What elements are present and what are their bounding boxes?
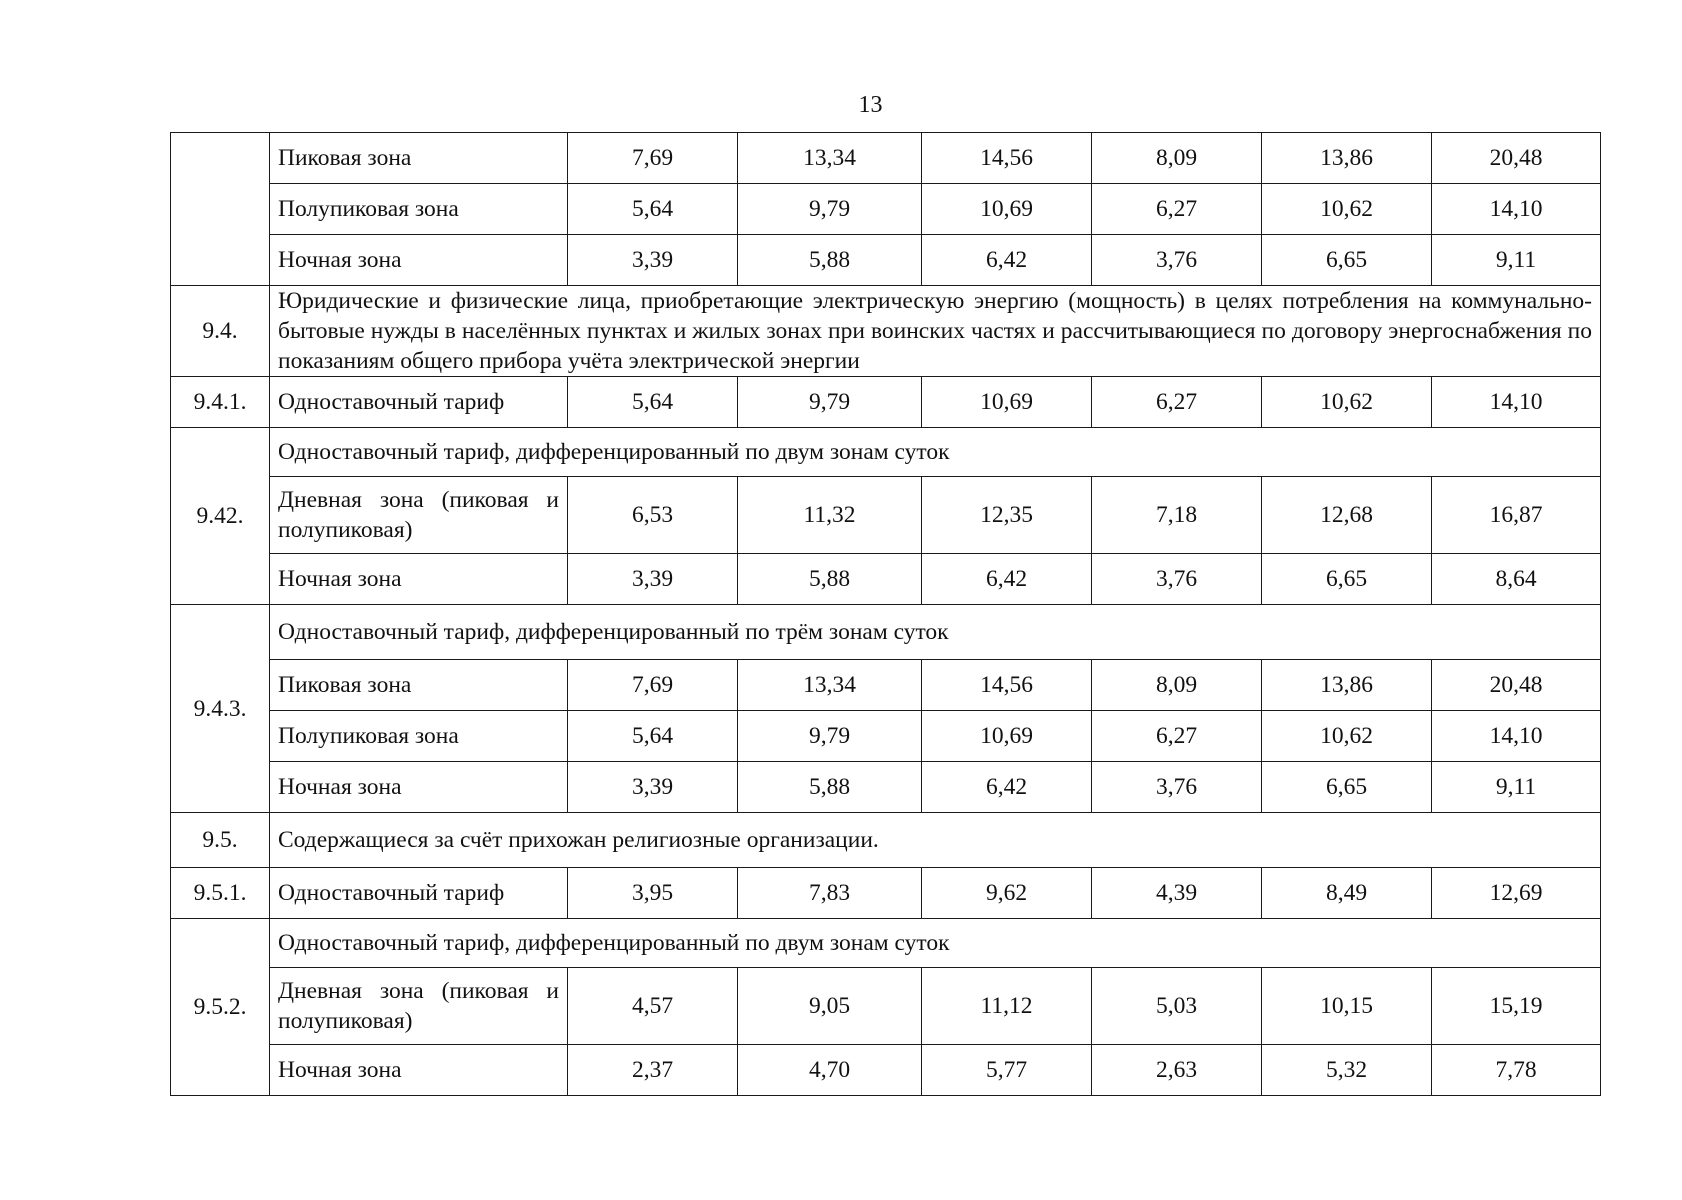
value-cell: 7,83	[738, 868, 922, 919]
value-cell: 8,49	[1262, 868, 1432, 919]
value-cell: 10,62	[1262, 184, 1432, 235]
value-cell: 4,39	[1092, 868, 1262, 919]
row-label: Полупиковая зона	[270, 711, 568, 762]
value-cell: 10,69	[922, 377, 1092, 428]
row-label: Дневная зона (пиковая и полупиковая)	[270, 477, 568, 554]
value-cell: 8,64	[1432, 554, 1601, 605]
value-cell: 6,42	[922, 762, 1092, 813]
table-row	[171, 377, 1601, 428]
table-row	[171, 868, 1601, 919]
value-cell: 7,78	[1432, 1045, 1601, 1096]
value-cell: 9,79	[738, 377, 922, 428]
value-cell: 3,76	[1092, 554, 1262, 605]
value-cell: 6,27	[1092, 184, 1262, 235]
table-row	[171, 184, 1601, 235]
value-cell: 2,63	[1092, 1045, 1262, 1096]
row-label: Ночная зона	[270, 762, 568, 813]
tariff-table	[170, 132, 1601, 1096]
value-cell: 9,79	[738, 184, 922, 235]
value-cell: 15,19	[1432, 968, 1601, 1045]
subsection-header-row	[171, 428, 1601, 477]
row-label: Ночная зона	[270, 554, 568, 605]
value-cell: 14,56	[922, 133, 1092, 184]
value-cell: 6,27	[1092, 711, 1262, 762]
table-row	[171, 660, 1601, 711]
value-cell: 9,11	[1432, 762, 1601, 813]
value-cell: 11,12	[922, 968, 1092, 1045]
value-cell: 5,03	[1092, 968, 1262, 1045]
row-code: 9.42.	[171, 428, 270, 605]
table-row	[171, 235, 1601, 286]
row-label: Дневная зона (пиковая и полупиковая)	[270, 968, 568, 1045]
value-cell: 3,76	[1092, 235, 1262, 286]
value-cell: 5,64	[568, 711, 738, 762]
row-code: 9.5.	[171, 813, 270, 868]
value-cell: 20,48	[1432, 660, 1601, 711]
value-cell: 13,34	[738, 133, 922, 184]
value-cell: 2,37	[568, 1045, 738, 1096]
value-cell: 10,69	[922, 184, 1092, 235]
value-cell: 6,42	[922, 235, 1092, 286]
value-cell: 13,86	[1262, 660, 1432, 711]
value-cell: 14,10	[1432, 184, 1601, 235]
row-label: Ночная зона	[270, 235, 568, 286]
value-cell: 3,39	[568, 762, 738, 813]
value-cell: 9,79	[738, 711, 922, 762]
row-label: Ночная зона	[270, 1045, 568, 1096]
value-cell: 10,15	[1262, 968, 1432, 1045]
subsection-description: Одноставочный тариф, дифференцированный по двум зонам суток	[270, 919, 1601, 968]
row-code-cell	[171, 133, 270, 286]
value-cell: 8,09	[1092, 133, 1262, 184]
value-cell: 3,39	[568, 235, 738, 286]
value-cell: 8,09	[1092, 660, 1262, 711]
value-cell: 5,32	[1262, 1045, 1432, 1096]
section-header-row	[171, 286, 1601, 377]
value-cell: 20,48	[1432, 133, 1601, 184]
table-row	[171, 477, 1601, 554]
row-label: Пиковая зона	[270, 133, 568, 184]
table-row	[171, 968, 1601, 1045]
value-cell: 6,42	[922, 554, 1092, 605]
table-row	[171, 554, 1601, 605]
row-label: Одноставочный тариф	[270, 868, 568, 919]
subsection-description: Одноставочный тариф, дифференцированный по двум зонам суток	[270, 428, 1601, 477]
value-cell: 13,34	[738, 660, 922, 711]
value-cell: 6,53	[568, 477, 738, 554]
value-cell: 5,64	[568, 184, 738, 235]
value-cell: 12,68	[1262, 477, 1432, 554]
value-cell: 3,39	[568, 554, 738, 605]
row-label: Пиковая зона	[270, 660, 568, 711]
value-cell: 14,10	[1432, 377, 1601, 428]
value-cell: 14,10	[1432, 711, 1601, 762]
row-code: 9.4.1.	[171, 377, 270, 428]
value-cell: 16,87	[1432, 477, 1601, 554]
value-cell: 4,70	[738, 1045, 922, 1096]
value-cell: 7,69	[568, 133, 738, 184]
subsection-header-row	[171, 919, 1601, 968]
value-cell: 5,88	[738, 554, 922, 605]
value-cell: 9,05	[738, 968, 922, 1045]
value-cell: 6,65	[1262, 762, 1432, 813]
value-cell: 12,69	[1432, 868, 1601, 919]
row-code: 9.4.	[171, 286, 270, 377]
value-cell: 14,56	[922, 660, 1092, 711]
value-cell: 13,86	[1262, 133, 1432, 184]
value-cell: 12,35	[922, 477, 1092, 554]
value-cell: 10,69	[922, 711, 1092, 762]
row-code: 9.5.2.	[171, 919, 270, 1096]
row-code: 9.5.1.	[171, 868, 270, 919]
value-cell: 5,77	[922, 1045, 1092, 1096]
value-cell: 3,95	[568, 868, 738, 919]
value-cell: 5,88	[738, 235, 922, 286]
value-cell: 6,65	[1262, 554, 1432, 605]
value-cell: 11,32	[738, 477, 922, 554]
table-row	[171, 762, 1601, 813]
table-row	[171, 133, 1601, 184]
row-label: Полупиковая зона	[270, 184, 568, 235]
table-row	[171, 711, 1601, 762]
value-cell: 9,62	[922, 868, 1092, 919]
row-label: Одноставочный тариф	[270, 377, 568, 428]
value-cell: 7,69	[568, 660, 738, 711]
value-cell: 10,62	[1262, 711, 1432, 762]
value-cell: 9,11	[1432, 235, 1601, 286]
subsection-description: Одноставочный тариф, дифференцированный по трём зонам суток	[270, 605, 1601, 660]
row-code: 9.4.3.	[171, 605, 270, 813]
value-cell: 7,18	[1092, 477, 1262, 554]
value-cell: 10,62	[1262, 377, 1432, 428]
value-cell: 6,65	[1262, 235, 1432, 286]
value-cell: 6,27	[1092, 377, 1262, 428]
value-cell: 5,88	[738, 762, 922, 813]
section-description: Содержащиеся за счёт прихожан религиозные организации.	[270, 813, 1601, 868]
value-cell: 3,76	[1092, 762, 1262, 813]
section-header-row	[171, 813, 1601, 868]
section-description: Юридические и физические лица, приобретающие электрическую энергию (мощность) в целях потребления на коммунально-бытовые нужды в населённых пунктах и жилых зонах при воинских частях и рассчитывающиеся по договору энергоснабжения по показаниям общего прибора учёта электрической энергии	[270, 286, 1601, 377]
value-cell: 5,64	[568, 377, 738, 428]
table-row	[171, 1045, 1601, 1096]
value-cell: 4,57	[568, 968, 738, 1045]
subsection-header-row	[171, 605, 1601, 660]
page-number: 13	[858, 92, 883, 118]
